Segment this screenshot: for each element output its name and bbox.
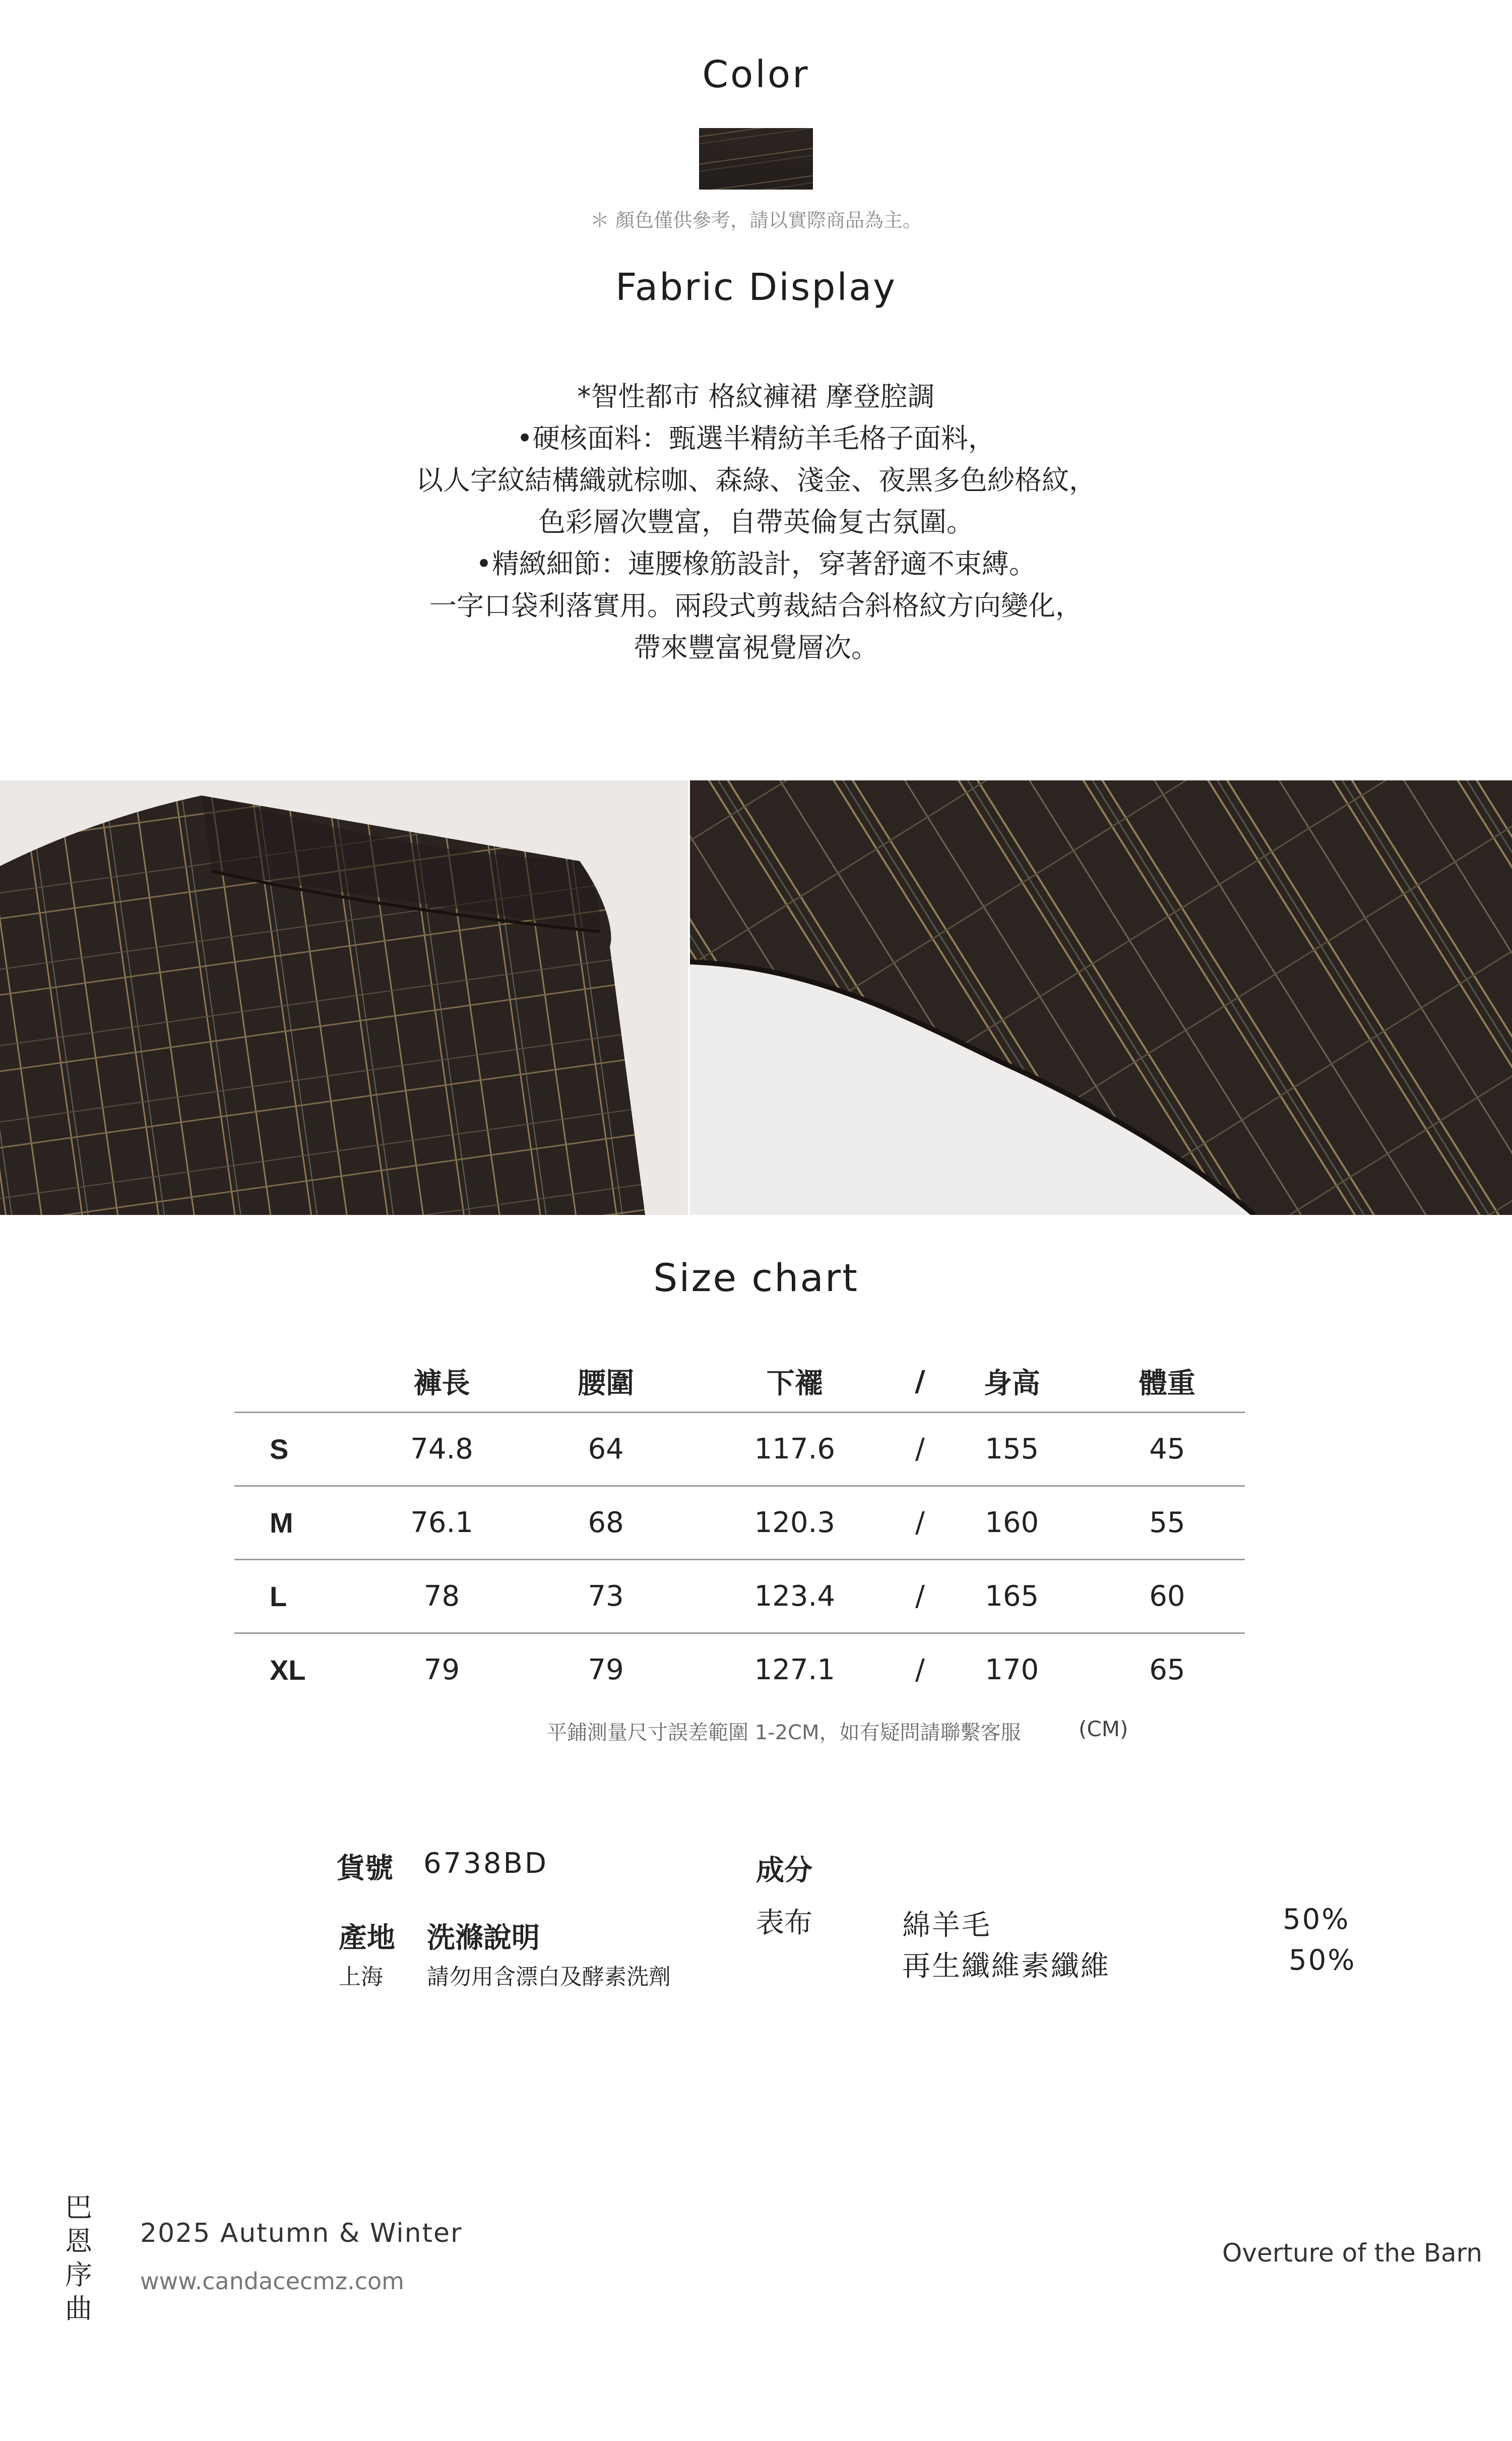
material-name: 再生纖維素纖維 [902, 1950, 1110, 1983]
size-label: S [270, 1433, 289, 1465]
description-line: *智性都市 格紋褲裙 摩登腔調 [577, 381, 935, 412]
length-column-header: 褲長 [413, 1367, 470, 1400]
color-swatch[interactable] [699, 128, 813, 190]
waist-column-header: 腰圍 [578, 1367, 635, 1400]
length-cell: 78 [423, 1580, 460, 1613]
description-line: •硬核面料：甄選半精紡羊毛格子面料， [517, 422, 995, 454]
hem-cell: 127.1 [754, 1654, 835, 1686]
separator-cell: / [915, 1433, 925, 1466]
size-chart-heading: Size chart [653, 1255, 859, 1300]
composition-label: 成分 [756, 1854, 812, 1887]
table-row [234, 1486, 1245, 1560]
hem-cell: 123.4 [754, 1580, 835, 1613]
fabric-description [0, 376, 1512, 668]
origin-label: 產地 [339, 1922, 395, 1955]
fabric-display-heading: Fabric Display [615, 266, 897, 309]
color-heading: Color [702, 53, 810, 96]
description-line: 帶來豐富視覺層次。 [634, 632, 878, 663]
origin-value: 上海 [339, 1964, 383, 1990]
weight-cell: 65 [1149, 1654, 1185, 1686]
hem-detail-photo [688, 780, 1512, 1215]
table-row [234, 1413, 1245, 1486]
material-percent: 50% [1283, 1903, 1350, 1936]
measurement-note: 平鋪測量尺寸誤差範圍 1-2CM，如有疑問請聯繫客服 [547, 1721, 1021, 1744]
weight-cell: 45 [1149, 1433, 1185, 1466]
fabric-part-label: 表布 [756, 1907, 812, 1939]
sku-label: 貨號 [337, 1852, 393, 1885]
size-label: L [270, 1580, 287, 1612]
size-chart-table [234, 1351, 1245, 1706]
description-line: 色彩層次豐富，自帶英倫复古氛圍。 [538, 506, 974, 538]
waistband-detail-photo [0, 780, 688, 1215]
table-row [234, 1633, 1245, 1706]
size-label: M [270, 1507, 293, 1539]
description-line: 以人字紋結構織就棕咖、森綠、淺金、夜黑多色紗格紋， [416, 464, 1096, 496]
height-cell: 160 [985, 1506, 1039, 1539]
brand-vertical-name: 巴恩序曲 [65, 2191, 92, 2325]
length-cell: 76.1 [410, 1506, 473, 1539]
sku-value: 6738BD [423, 1847, 549, 1880]
size-label: XL [270, 1654, 306, 1686]
wash-instructions-value: 請勿用含漂白及酵素洗劑 [427, 1964, 671, 1990]
weight-column-header: 體重 [1139, 1367, 1195, 1400]
wash-instructions-label: 洗滌說明 [427, 1922, 540, 1955]
color-disclaimer: ＊ 顏色僅供參考，請以實際商品為主。 [590, 209, 922, 231]
description-line: 一字口袋利落實用。兩段式剪裁結合斜格紋方向變化， [429, 590, 1083, 622]
size-table-header [234, 1351, 1245, 1413]
size-column-header [234, 1351, 355, 1413]
collection-season: 2025 Autumn & Winter [140, 2218, 463, 2248]
waist-cell: 79 [588, 1654, 624, 1686]
waist-cell: 68 [588, 1506, 624, 1539]
height-cell: 165 [985, 1580, 1039, 1613]
length-cell: 79 [423, 1654, 460, 1686]
measurement-unit: (CM) [1079, 1717, 1128, 1741]
weight-cell: 55 [1149, 1506, 1185, 1539]
material-name: 綿羊毛 [902, 1909, 991, 1942]
hem-cell: 117.6 [754, 1433, 835, 1466]
height-column-header: 身高 [983, 1367, 1040, 1400]
hem-column-header: 下襬 [766, 1367, 823, 1400]
collection-tagline: Overture of the Barn [1222, 2238, 1483, 2268]
hem-cell: 120.3 [754, 1506, 835, 1539]
separator-cell: / [915, 1580, 925, 1613]
brand-website-link[interactable]: www.candacecmz.com [140, 2268, 404, 2295]
height-cell: 155 [985, 1433, 1039, 1466]
separator-column-header: / [915, 1365, 925, 1398]
separator-cell: / [915, 1506, 925, 1539]
separator-cell: / [915, 1654, 925, 1686]
description-line: •精緻細節：連腰橡筋設計，穿著舒適不束縛。 [476, 548, 1036, 580]
length-cell: 74.8 [410, 1433, 473, 1466]
table-row [234, 1560, 1245, 1633]
waist-cell: 73 [588, 1580, 624, 1613]
height-cell: 170 [985, 1654, 1039, 1686]
waist-cell: 64 [588, 1433, 624, 1466]
material-percent: 50% [1289, 1944, 1356, 1977]
weight-cell: 60 [1149, 1580, 1185, 1613]
